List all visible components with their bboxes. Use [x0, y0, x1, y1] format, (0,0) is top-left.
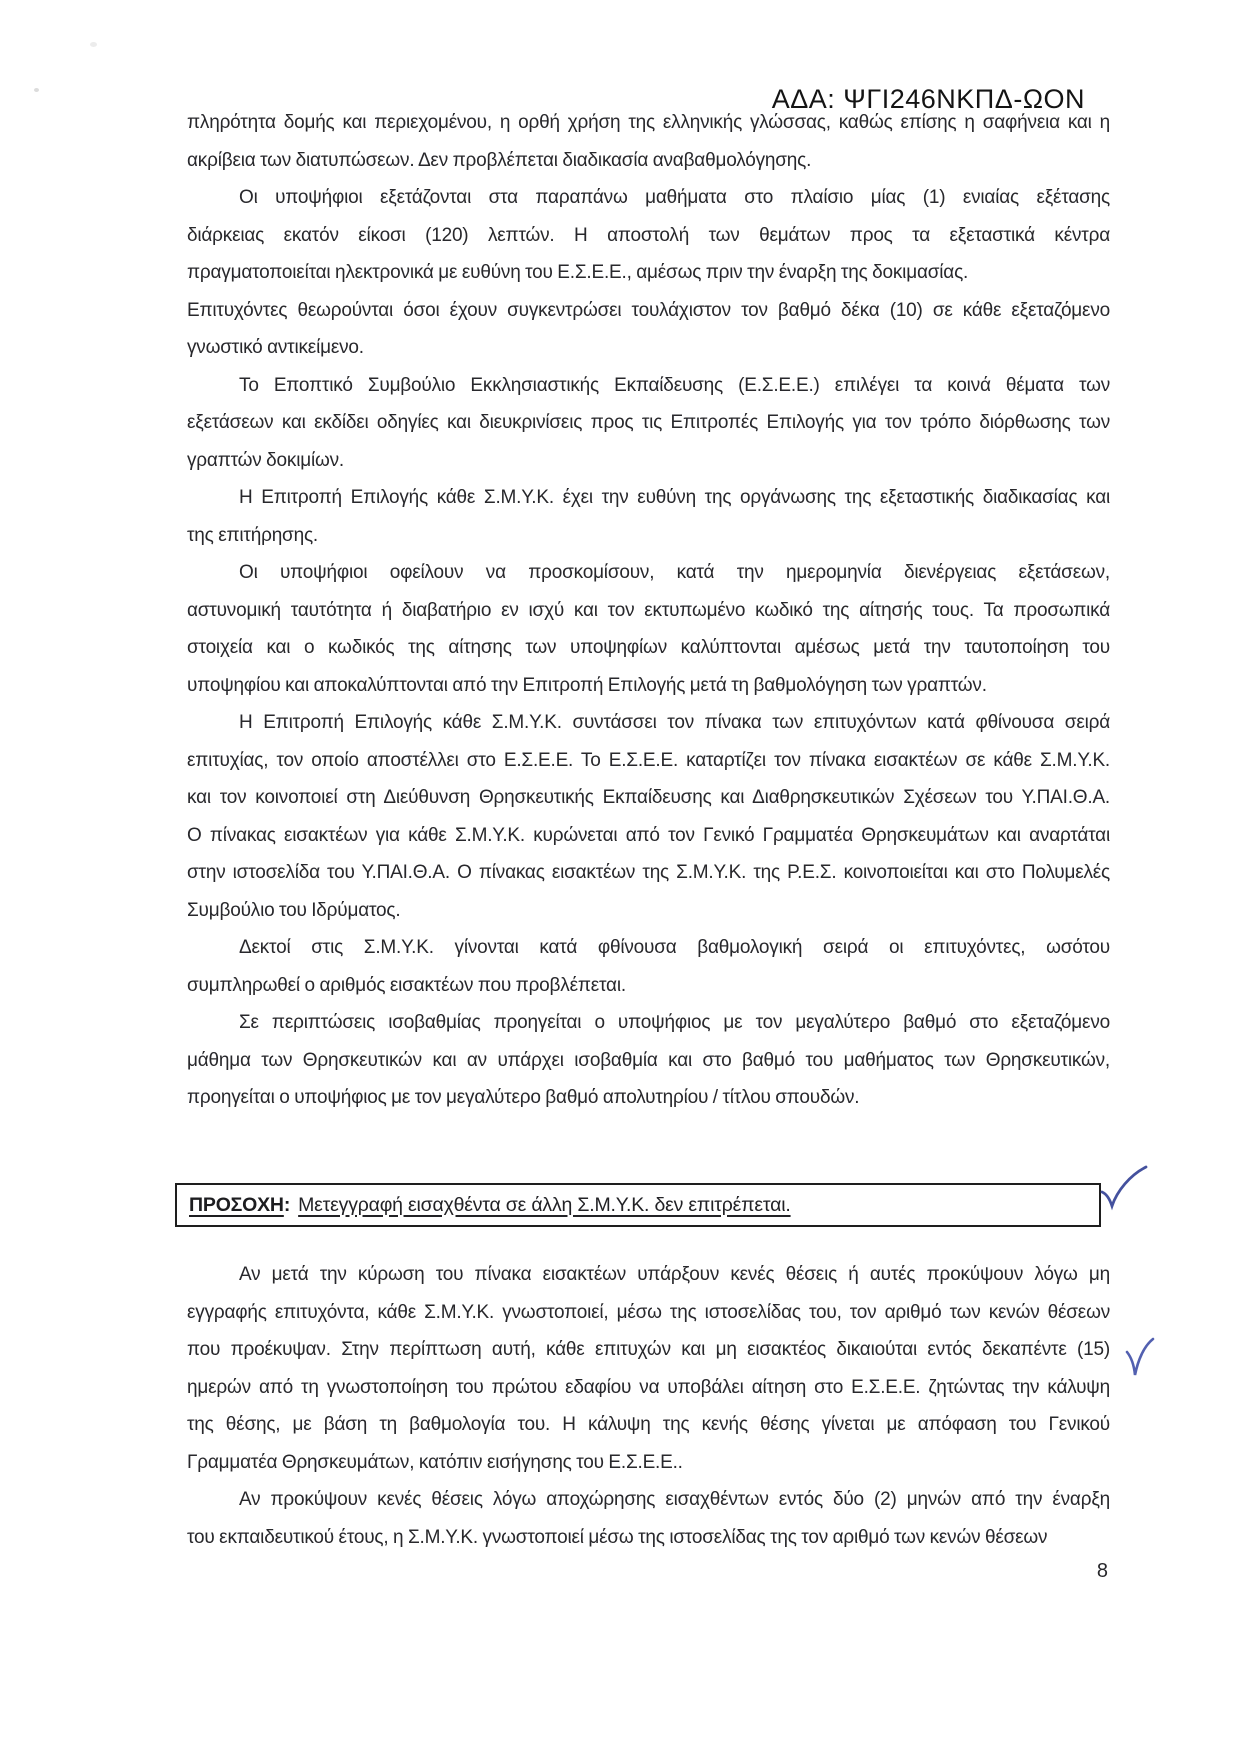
text-line: συμπληρωθεί ο αριθμός εισακτέων που προβλέπεται. [187, 974, 626, 996]
text-line: και τον κοινοποιεί στη Διεύθυνση Θρησκευτικής Εκπαίδευσης και Διαθρησκευτικών Σχέσεων του Υ.ΠΑΙ.Θ.Α. [187, 787, 1110, 808]
attention-separator: : [283, 1193, 291, 1216]
text-line: Αν προκύψουν κενές θέσεις λόγω αποχώρησης εισαχθέντων εντός δύο (2) μηνών από την έναρξη [239, 1489, 1110, 1510]
text-line: Γραμματέα Θρησκευμάτων, κατόπιν εισήγησης του Ε.Σ.Ε.Ε.. [187, 1451, 683, 1473]
scan-artifact [34, 88, 39, 92]
text-line: υποψηφίου και αποκαλύπτονται από την Επιτροπή Επιλογής μετά τη βαθμολόγηση των γραπτών. [187, 674, 987, 696]
text-line: αστυνομική ταυτότητα ή διαβατήριο εν ισχύ και τον εκτυπωμένο κωδικό της αίτησής τους. Τα προσωπικά [187, 599, 1110, 621]
attention-text: Μετεγγραφή εισαχθέντα σε άλλη Σ.Μ.Υ.Κ. δεν επιτρέπεται. [298, 1193, 791, 1216]
ada-reference: ΑΔΑ: ΨΓΙ246ΝΚΠΔ-ΩΟΝ [771, 84, 1085, 114]
scan-artifact [90, 42, 97, 47]
text-line: εξετάσεων και εκδίδει οδηγίες και διευκρινίσεις προς τις Επιτροπές Επιλογής για τον τρόπο διόρθωσης των [187, 412, 1110, 433]
text-line: που προέκυψαν. Στην περίπτωση αυτή, κάθε επιτυχών και μη εισακτέος δικαιούται εντός δεκαπέντε (15) [187, 1339, 1110, 1360]
body-text-lower [187, 1256, 1110, 1556]
text-line: του εκπαιδευτικού έτους, η Σ.Μ.Υ.Κ. γνωστοποιεί μέσω της ιστοσελίδας της τον αριθμό των κενών θέσεων [187, 1526, 1048, 1548]
text-line: ακρίβεια των διατυπώσεων. Δεν προβλέπεται διαδικασία αναβαθμολόγησης. [187, 149, 812, 171]
text-line: επιτυχίας, τον οποίο αποστέλλει στο Ε.Σ.Ε.Ε. Το Ε.Σ.Ε.Ε. καταρτίζει τον πίνακα εισακτέων σε κάθε Σ.Μ.Υ.Κ. [187, 749, 1110, 771]
text-line: Το Εποπτικό Συμβούλιο Εκκλησιαστικής Εκπαίδευσης (Ε.Σ.Ε.Ε.) επιλέγει τα κοινά θέματα των [239, 374, 1110, 396]
text-line: διάρκειας εκατόν είκοσι (120) λεπτών. Η αποστολή των θεμάτων προς τα εξεταστικά κέντρα [187, 224, 1110, 246]
text-line: ημερών από τη γνωστοποίηση του πρώτου εδαφίου να υποβάλει αίτηση στο Ε.Σ.Ε.Ε. ζητώντας την κάλυψη [187, 1376, 1110, 1398]
text-line: στοιχεία και ο κωδικός της αίτησης των υποψηφίων καλύπτονται αμέσως μετά την ταυτοποίηση του [187, 637, 1110, 658]
body-text-upper [187, 104, 1110, 1117]
attention-box [175, 1183, 1101, 1227]
text-line: Η Επιτροπή Επιλογής κάθε Σ.Μ.Υ.Κ. έχει την ευθύνη της οργάνωσης της εξεταστικής διαδικασίας και [239, 487, 1110, 508]
text-line: Οι υποψήφιοι εξετάζονται στα παραπάνω μαθήματα στο πλαίσιο μίας (1) ενιαίας εξέτασης [239, 187, 1110, 208]
text-line: γνωστικό αντικείμενο. [187, 337, 364, 358]
handwritten-checkmark-icon [1124, 1336, 1160, 1384]
text-line: Συμβούλιο του Ιδρύματος. [187, 899, 401, 921]
text-line: Σε περιπτώσεις ισοβαθμίας προηγείται ο υποψήφιος με τον μεγαλύτερο βαθμό στο εξεταζόμενο [239, 1012, 1110, 1033]
attention-label: ΠΡΟΣΟΧΗ [189, 1193, 284, 1216]
text-line: προηγείται ο υποψήφιος με τον μεγαλύτερο βαθμό απολυτηρίου / τίτλου σπουδών. [187, 1087, 860, 1108]
text-line: πληρότητα δομής και περιεχομένου, η ορθή χρήση της ελληνικής γλώσσας, καθώς επίσης η σαφήνεια και η [187, 112, 1110, 133]
text-line: πραγματοποιείται ηλεκτρονικά με ευθύνη του Ε.Σ.Ε.Ε., αμέσως πριν την έναρξη της δοκιμασίας. [187, 262, 969, 283]
text-line: στην ιστοσελίδα του Υ.ΠΑΙ.Θ.Α. Ο πίνακας εισακτέων της Σ.Μ.Υ.Κ. της Ρ.Ε.Σ. κοινοποιείται και στο Πολυμελές [187, 862, 1110, 883]
handwritten-checkmark-icon [1098, 1164, 1150, 1216]
text-line: γραπτών δοκιμίων. [187, 449, 344, 471]
text-line: της επιτήρησης. [187, 524, 318, 546]
text-line: Οι υποψήφιοι οφείλουν να προσκομίσουν, κατά την ημερομηνία διενέργειας εξετάσεων, [239, 562, 1110, 583]
text-line: της θέσης, με βάση τη βαθμολογία του. Η κάλυψη της κενής θέσης γίνεται με απόφαση του Γενικού [187, 1414, 1110, 1435]
text-line: μάθημα των Θρησκευτικών και αν υπάρχει ισοβαθμία και στο βαθμό του μαθήματος των Θρησκευτικών, [187, 1049, 1110, 1071]
text-line: Αν μετά την κύρωση του πίνακα εισακτέων υπάρξουν κενές θέσεις ή αυτές προκύψουν λόγω μη [239, 1264, 1110, 1285]
text-line: Η Επιτροπή Επιλογής κάθε Σ.Μ.Υ.Κ. συντάσσει τον πίνακα των επιτυχόντων κατά φθίνουσα σειρά [239, 712, 1110, 733]
text-line: Επιτυχόντες θεωρούνται όσοι έχουν συγκεντρώσει τουλάχιστον τον βαθμό δέκα (10) σε κάθε εξεταζόμενο [187, 299, 1110, 321]
text-line: Δεκτοί στις Σ.Μ.Υ.Κ. γίνονται κατά φθίνουσα βαθμολογική σειρά οι επιτυχόντες, ωσότου [239, 937, 1110, 958]
page-number: 8 [1096, 1560, 1108, 1582]
text-line: Ο πίνακας εισακτέων για κάθε Σ.Μ.Υ.Κ. κυρώνεται από τον Γενικό Γραμματέα Θρησκευμάτων και αναρτάται [187, 824, 1110, 846]
text-line: εγγραφής επιτυχόντα, κάθε Σ.Μ.Υ.Κ. γνωστοποιεί, μέσω της ιστοσελίδας του, τον αριθμό των κενών θέσεων [187, 1301, 1110, 1323]
